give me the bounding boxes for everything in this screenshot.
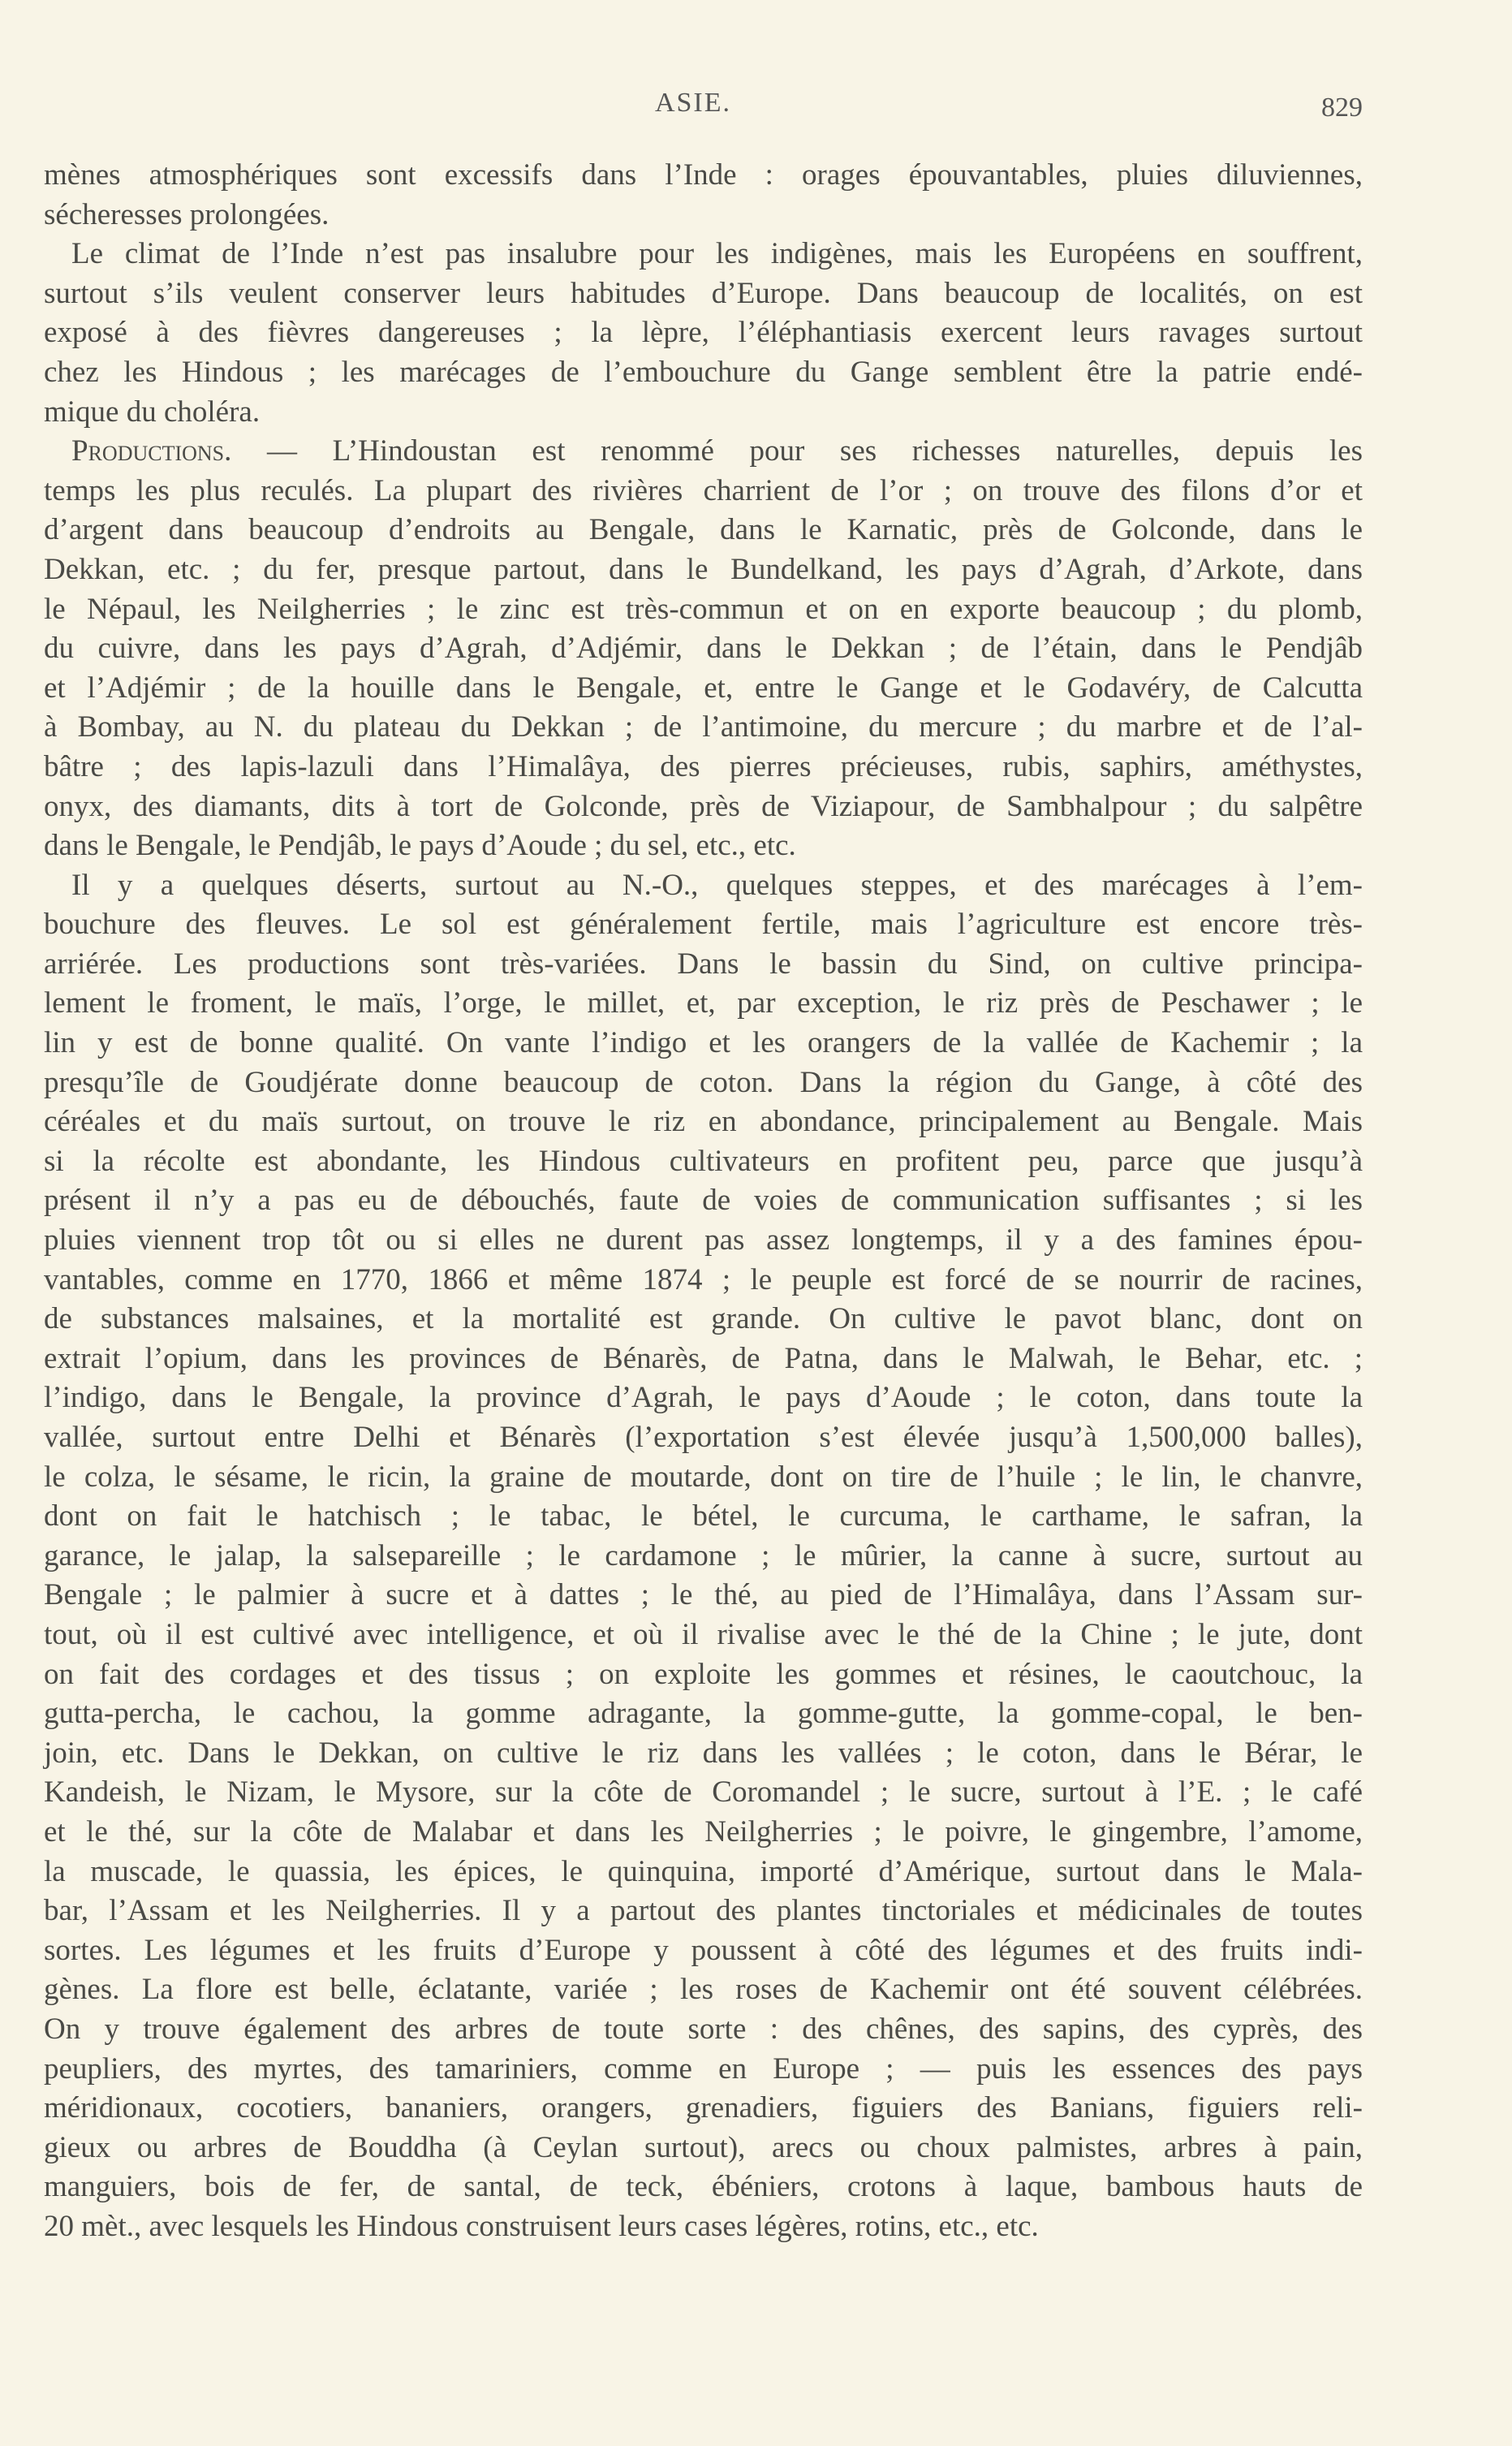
line-text: mique du choléra. (44, 395, 261, 429)
line-text: l’indigo, dans le Bengale, la province d’Agrah, le pays d’Aoude ; le coton, dans toute la (44, 1381, 1363, 1415)
text-line (44, 1970, 1363, 2010)
text-line (44, 235, 1363, 274)
text-line (44, 1773, 1363, 1813)
text-line (44, 1734, 1363, 1774)
text-line (44, 590, 1363, 630)
text-line (44, 1931, 1363, 1971)
running-title: ASIE. (654, 88, 732, 118)
text-line (44, 1892, 1363, 1931)
text-line (44, 2129, 1363, 2168)
line-text: mènes atmosphériques sont excessifs dans l’Inde : orages épouvantables, pluies diluviennes, (44, 158, 1363, 192)
line-text: le colza, le sésame, le ricin, la graine de moutarde, dont on tire de l’huile ; le lin, le chanvre, (44, 1460, 1363, 1494)
line-text: Kandeish, le Nizam, le Mysore, sur la côte de Coromandel ; le sucre, surtout à l’E. ; le café (44, 1775, 1363, 1810)
text-line (44, 2207, 1363, 2247)
text-line (44, 1655, 1363, 1695)
text-line (44, 826, 1363, 866)
text-line (44, 353, 1363, 393)
line-text: arriérée. Les productions sont très-variées. Dans le bassin du Sind, on cultive principa- (44, 947, 1363, 981)
text-line (44, 1261, 1363, 1301)
line-text: gutta-percha, le cachou, la gomme adragante, la gomme-gutte, la gomme-copal, le ben- (44, 1697, 1363, 1731)
line-text: et l’Adjémir ; de la houille dans le Bengale, et, entre le Gange et le Godavéry, de Calcutta (44, 671, 1363, 705)
text-line (44, 787, 1363, 827)
text-line (44, 1813, 1363, 1853)
line-text: Le climat de l’Inde n’est pas insalubre pour les indigènes, mais les Européens en souffrent, (71, 237, 1363, 271)
line-text: Dekkan, etc. ; du fer, presque partout, dans le Bundelkand, les pays d’Agrah, d’Arkote, dans (44, 552, 1363, 586)
line-text: On y trouve également des arbres de toute sorte : des chênes, des sapins, des cyprès, des (44, 2012, 1363, 2046)
text-line (44, 669, 1363, 709)
text-line (44, 550, 1363, 590)
text-line (44, 1300, 1363, 1339)
line-text: tout, où il est cultivé avec intelligence, et où il rivalise avec le thé de la Chine ; le jute, dont (44, 1617, 1363, 1651)
line-text: dont on fait le hatchisch ; le tabac, le bétel, le curcuma, le carthame, le safran, la (44, 1499, 1363, 1534)
text-line (44, 1063, 1363, 1103)
line-text: bar, l’Assam et les Neilgherries. Il y a partout des plantes tinctoriales et médicinales de toutes (44, 1894, 1363, 1928)
line-text: join, etc. Dans le Dekkan, on cultive le riz dans les vallées ; le coton, dans le Bérar, le (44, 1736, 1363, 1770)
line-text: du cuivre, dans les pays d’Agrah, d’Adjémir, dans le Dekkan ; de l’étain, dans le Pendjâb (44, 632, 1363, 666)
text-line (44, 393, 1363, 433)
text-line (44, 1221, 1363, 1261)
line-text: de substances malsaines, et la mortalité est grande. On cultive le pavot blanc, dont on (44, 1302, 1363, 1336)
text-line (44, 1024, 1363, 1063)
line-text: manguiers, bois de fer, de santal, de teck, ébéniers, crotons à laque, bambous hauts de (44, 2170, 1363, 2204)
line-text: chez les Hindous ; les marécages de l’embouchure du Gange semblent être la patrie endé- (44, 355, 1363, 389)
text-line (44, 1694, 1363, 1734)
line-text: peupliers, des myrtes, des tamariniers, comme en Europe ; — puis les essences des pays (44, 2051, 1363, 2086)
line-text: 20 mèt., avec lesquels les Hindous construisent leurs cases légères, rotins, etc., etc. (44, 2209, 1039, 2243)
line-text: — L’Hindoustan est renommé pour ses richesses naturelles, depuis les (231, 434, 1363, 468)
text-line (44, 1537, 1363, 1577)
text-line (44, 196, 1363, 235)
line-text: céréales et du maïs surtout, on trouve le riz en abondance, principalement au Bengale. Mais (44, 1105, 1363, 1139)
line-text: à Bombay, au N. du plateau du Dekkan ; de l’antimoine, du mercure ; du marbre et de l’al- (44, 710, 1363, 744)
line-text: si la récolte est abondante, les Hindous cultivateurs en profitent peu, parce que jusqu’à (44, 1144, 1363, 1178)
text-line (44, 945, 1363, 985)
line-text: et le thé, sur la côte de Malabar et dans les Neilgherries ; le poivre, le gingembre, l’amome, (44, 1814, 1363, 1849)
text-line (44, 1339, 1363, 1379)
line-text: sécheresses prolongées. (44, 197, 330, 231)
text-line (44, 432, 1363, 472)
line-text: d’argent dans beaucoup d’endroits au Bengale, dans le Karnatic, près de Golconde, dans le (44, 513, 1363, 547)
text-line (44, 1576, 1363, 1616)
text-line (44, 1853, 1363, 1892)
text-line (44, 2010, 1363, 2050)
text-line (44, 2050, 1363, 2090)
text-line (44, 748, 1363, 787)
line-text: on fait des cordages et des tissus ; on exploite les gommes et résines, le caoutchouc, la (44, 1657, 1363, 1691)
text-line (44, 2168, 1363, 2207)
text-line (44, 472, 1363, 511)
text-line (44, 708, 1363, 748)
text-line (44, 511, 1363, 550)
line-text: pluies viennent trop tôt ou si elles ne durent pas assez longtemps, il y a des famines épou- (44, 1223, 1363, 1258)
line-text: gènes. La flore est belle, éclatante, variée ; les roses de Kachemir ont été souvent célébrées. (44, 1973, 1363, 2007)
line-text: onyx, des diamants, dits à tort de Golconde, près de Viziapour, de Sambhalpour ; du salpêtre (44, 789, 1363, 823)
line-text: vallée, surtout entre Delhi et Bénarès (l’exportation s’est élevée jusqu’à 1,500,000 balles), (44, 1421, 1363, 1454)
line-text: la muscade, le quassia, les épices, le quinquina, importé d’Amérique, surtout dans le Mala- (44, 1854, 1363, 1888)
text-line (44, 1458, 1363, 1498)
text-line (44, 2089, 1363, 2129)
text-line (44, 629, 1363, 669)
line-text: garance, le jalap, la salsepareille ; le cardamone ; le mûrier, la canne à sucre, surtout au (44, 1538, 1363, 1572)
text-line (44, 1418, 1363, 1458)
text-line (44, 313, 1363, 353)
text-line (44, 1616, 1363, 1655)
section-heading: Productions. (71, 434, 232, 468)
line-text: gieux ou arbres de Bouddha (à Ceylan surtout), arecs ou choux palmistes, arbres à pain, (44, 2130, 1363, 2164)
text-line (44, 866, 1363, 906)
line-text: dans le Bengale, le Pendjâb, le pays d’Aoude ; du sel, etc., etc. (44, 829, 796, 863)
text-line (44, 905, 1363, 945)
text-line (44, 1378, 1363, 1418)
text-line (44, 156, 1363, 196)
text-line (44, 274, 1363, 314)
line-text: lement le froment, le maïs, l’orge, le millet, et, par exception, le riz près de Peschawer ; le (44, 986, 1363, 1020)
line-text: vantables, comme en 1770, 1866 et même 1874 ; le peuple est forcé de se nourrir de racines, (44, 1262, 1363, 1296)
line-text: présent il n’y a pas eu de débouchés, faute de voies de communication suffisantes ; si les (44, 1184, 1363, 1218)
line-text: bouchure des fleuves. Le sol est généralement fertile, mais l’agriculture est encore très- (44, 908, 1363, 942)
text-line (44, 1497, 1363, 1537)
text-line (44, 1142, 1363, 1182)
line-text: extrait l’opium, dans les provinces de Bénarès, de Patna, dans le Malwah, le Behar, etc. ; (44, 1341, 1363, 1375)
line-text: exposé à des fièvres dangereuses ; la lèpre, l’éléphantiasis exercent leurs ravages surtout (44, 316, 1363, 350)
line-text: temps les plus reculés. La plupart des rivières charrient de l’or ; on trouve des filons d’or et (44, 473, 1363, 507)
line-text: presqu’île de Goudjérate donne beaucoup de coton. Dans la région du Gange, à côté des (44, 1065, 1363, 1099)
text-line (44, 1181, 1363, 1221)
line-text: méridionaux, cocotiers, bananiers, orangers, grenadiers, figuiers des Banians, figuiers reli- (44, 2091, 1363, 2125)
page-number: 829 (1321, 93, 1363, 123)
body-text (44, 156, 1363, 2246)
line-text: le Népaul, les Neilgherries ; le zinc est très-commun et on en exporte beaucoup ; du plomb, (44, 592, 1363, 626)
line-text: bâtre ; des lapis-lazuli dans l’Himalâya, des pierres précieuses, rubis, saphirs, améthystes, (44, 749, 1363, 783)
line-text: sortes. Les légumes et les fruits d’Europe y poussent à côté des légumes et des fruits indi- (44, 1933, 1363, 1967)
line-text: surtout s’ils veulent conserver leurs habitudes d’Europe. Dans beaucoup de localités, on est (44, 276, 1363, 310)
text-line (44, 1102, 1363, 1142)
line-text: Il y a quelques déserts, surtout au N.-O., quelques steppes, et des marécages à l’em- (71, 868, 1363, 902)
line-text: Bengale ; le palmier à sucre et à dattes ; le thé, au pied de l’Himalâya, dans l’Assam sur- (44, 1578, 1363, 1612)
text-line (44, 984, 1363, 1024)
line-text: lin y est de bonne qualité. On vante l’indigo et les orangers de la vallée de Kachemir ; la (44, 1026, 1363, 1060)
